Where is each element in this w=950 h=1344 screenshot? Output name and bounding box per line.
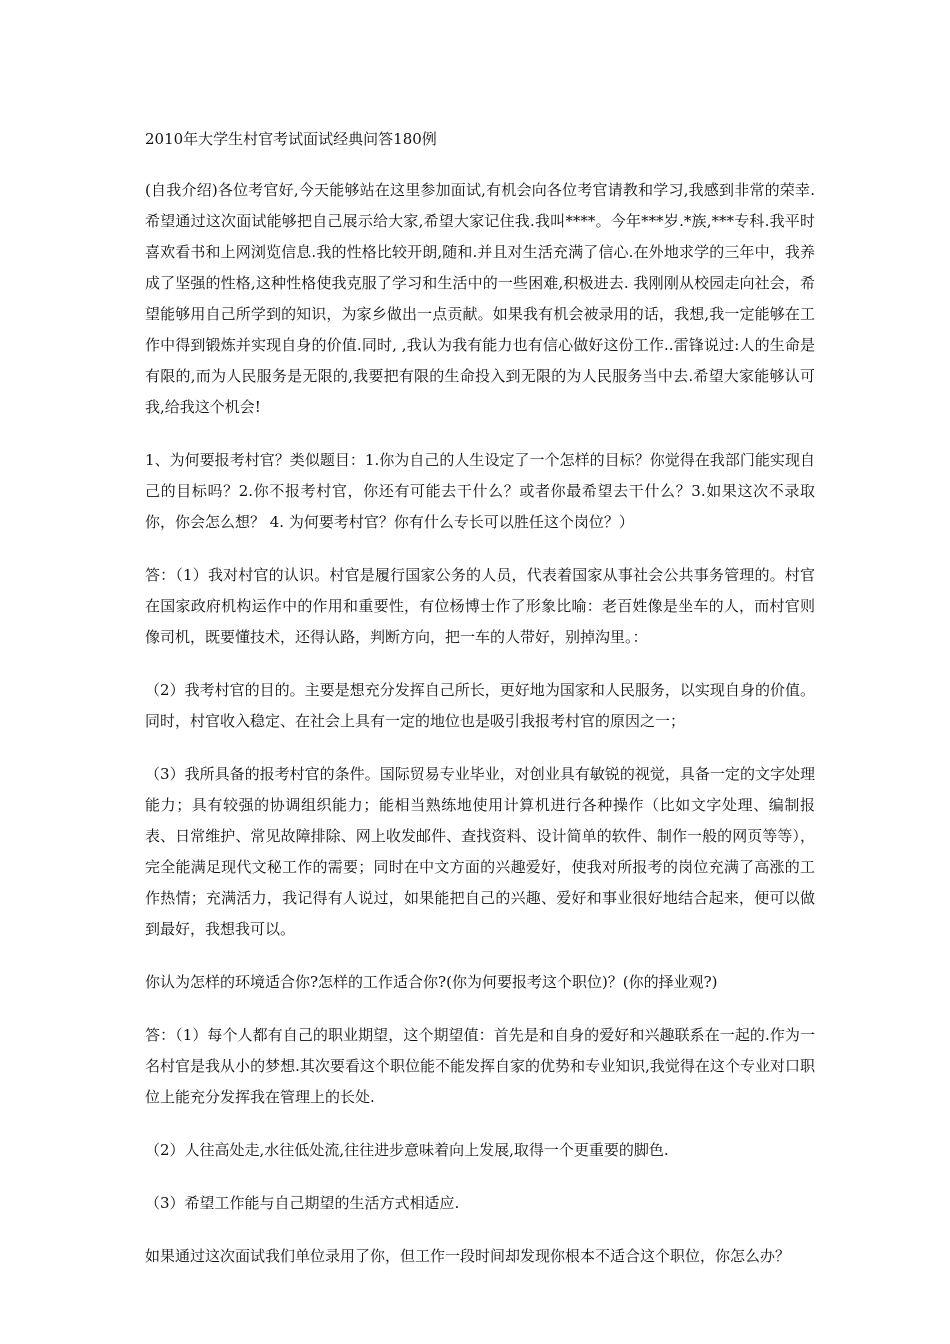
paragraph-answer-1-part-1: 答：（1）我对村官的认识。村官是履行国家公务的人员，代表着国家从事社会公共事务管理的。村官在国家政府机构运作中的作用和重要性，有位杨博士作了形象比喻：老百姓像是坐车的人，而村官则像司机，既要懂技术，还得认路，判断方向，把一车的人带好，别掉沟里。： [145,566,815,646]
paragraph-question-3: 如果通过这次面试我们单位录用了你，但工作一段时间却发现你根本不适合这个职位，你怎么办？ [145,1247,791,1265]
document-page [145,124,815,1294]
paragraph-answer-2-part-3: （3）希望工作能与自己期望的生活方式相适应. [145,1194,460,1212]
document-title: 2010年大学生村官考试面试经典问答180例 [145,130,437,148]
paragraph-answer-1-part-2: （2）我考村官的目的。主要是想充分发挥自己所长，更好地为国家和人民服务，以实现自身的价值。同时，村官收入稳定、在社会上具有一定的地位也是吸引我报考村官的原因之一； [145,681,815,730]
paragraph-answer-2-part-2: （2）人往高处走,水往低处流,往往进步意味着向上发展,取得一个更重要的脚色. [145,1141,669,1159]
paragraph-answer-2-part-1: 答：（1）每个人都有自己的职业期望，这个期望值：首先是和自身的爱好和兴趣联系在一起的.作为一名村官是我从小的梦想.其次要看这个职位能不能发挥自家的优势和专业知识,我觉得在这个专业对口职位上能充分发挥我在管理上的长处. [145,1026,815,1106]
paragraph-question-2: 你认为怎样的环境适合你?怎样的工作适合你?(你为何要报考这个职位)？(你的择业观?) [145,973,718,991]
paragraph-question-1: 1、为何要报考村官？类似题目：1.你为自己的人生设定了一个怎样的目标？你觉得在我部门能实现自己的目标吗？2.你不报考村官，你还有可能去干什么？或者你最希望去干什么？3.如果这次不录取你，你会怎么想？ 4. 为何要考村官？你有什么专长可以胜任这个岗位？） [145,451,815,531]
paragraph-answer-1-part-3: （3）我所具备的报考村官的条件。国际贸易专业毕业，对创业具有敏锐的视觉，具备一定的文字处理能力；具有较强的协调组织能力；能相当熟练地使用计算机进行各种操作（比如文字处理、编制报表、日常维护、常见故障排除、网上收发邮件、查找资料、设计简单的软件、制作一般的网页等等），完全能满足现代文秘工作的需要；同时在中文方面的兴趣爱好，使我对所报考的岗位充满了高涨的工作热情；充满活力，我记得有人说过，如果能把自己的兴趣、爱好和事业很好地结合起来，便可以做到最好，我想我可以。 [145,765,815,938]
paragraph-self-introduction: (自我介绍)各位考官好,今天能够站在这里参加面试,有机会向各位考官请教和学习,我感到非常的荣幸.希望通过这次面试能够把自己展示给大家,希望大家记住我.我叫****。今年***岁.*族,***专科.我平时喜欢看书和上网浏览信息.我的性格比较开朗,随和.并且对生活充满了信心.在外地求学的三年中，我养成了坚强的性格,这种性格使我克服了学习和生活中的一些困难,积极进去. 我刚刚从校园走向社会，希望能够用自己所学到的知识，为家乡做出一点贡献。如果我有机会被录用的话，我想,我一定能够在工作中得到锻炼并实现自身的价值.同时, ,我认为我有能力也有信心做好这份工作..雷锋说过:人的生命是有限的,而为人民服务是无限的,我要把有限的生命投入到无限的为人民服务当中去.希望大家能够认可我,给我这个机会! [145,181,815,416]
